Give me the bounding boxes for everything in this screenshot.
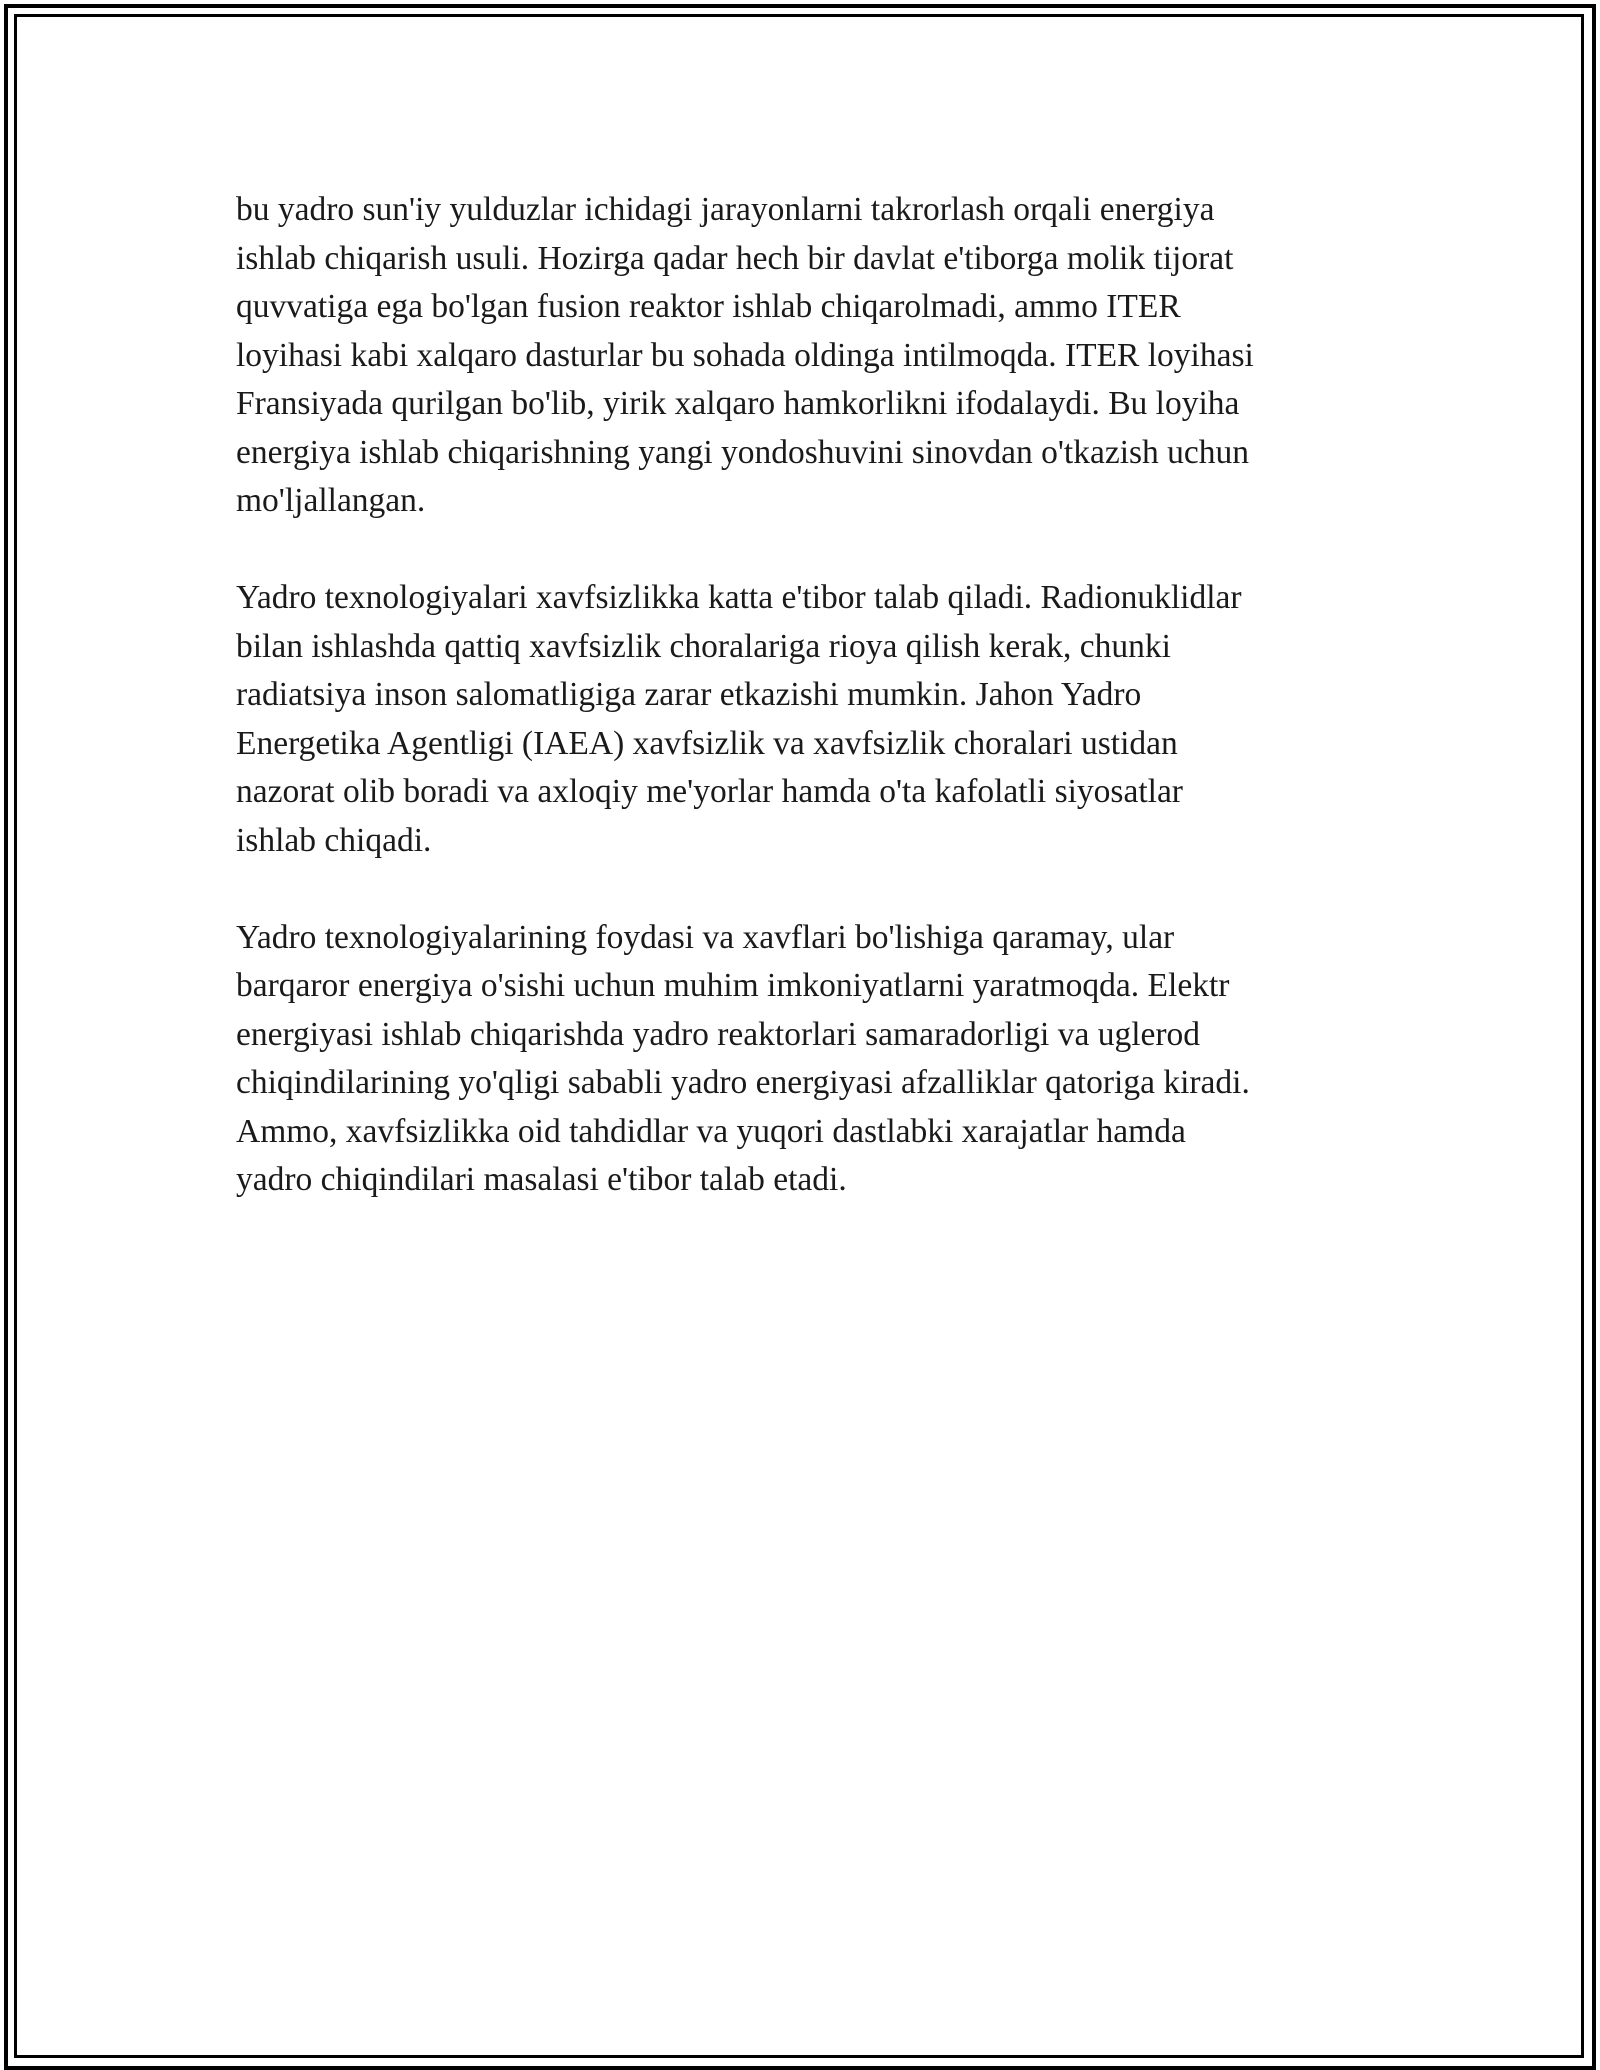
paragraph-fusion: bu yadro sun'iy yulduzlar ichidagi jarayonlarni takrorlash orqali energiya ishlab chiqarish usuli. Hozirga qadar hech bir davlat e'tiborga molik tijorat quvvatiga ega bo'lgan fusion reaktor ishlab chiqarolmadi, ammo ITER loyihasi kabi xalqaro dasturlar bu sohada oldinga intilmoqda. ITER loyihasi Fransiyada qurilgan bo'lib, yirik xalqaro hamkorlikni ifodalaydi. Bu loyiha energiya ishlab chiqarishning yangi yondoshuvini sinovdan o'tkazish uchun mo'ljallangan. <box>236 191 1254 519</box>
paragraph-safety: Yadro texnologiyalari xavfsizlikka katta e'tibor talab qiladi. Radionuklidlar bilan ishlashda qattiq xavfsizlik choralariga rioya qilish kerak, chunki radiatsiya inson salomatligiga zarar etkazishi mumkin. Jahon Yadro Energetika Agentligi (IAEA) xavfsizlik va xavfsizlik choralari ustidan nazorat olib boradi va axloqiy me'yorlar hamda o'ta kafolatli siyosatlar ishlab chiqadi. <box>236 579 1242 859</box>
paragraph-benefits: Yadro texnologiyalarining foydasi va xavflari bo'lishiga qaramay, ular barqaror energiya o'sishi uchun muhim imkoniyatlarni yaratmoqda. Elektr energiyasi ishlab chiqarishda yadro reaktorlari samaradorligi va uglerod chiqindilarining yo'qligi sababli yadro energiyasi afzalliklar qatoriga kiradi. Ammo, xavfsizlikka oid tahdidlar va yuqori dastlabki xarajatlar hamda yadro chiqindilari masalasi e'tibor talab etadi. <box>236 918 1250 1198</box>
document-body <box>236 186 1366 1253</box>
